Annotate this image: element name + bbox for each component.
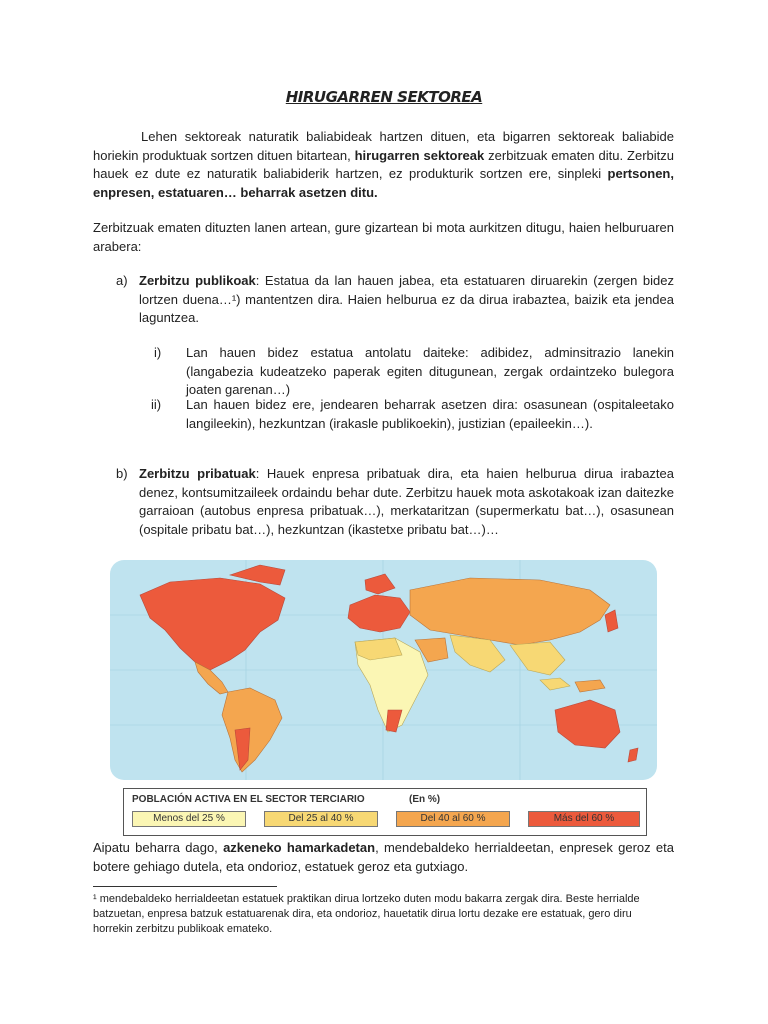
subitem-i-marker: i) — [154, 345, 162, 360]
item-b-marker: b) — [116, 466, 128, 481]
map-legend — [123, 788, 647, 836]
page-title: HIRUGARREN SEKTOREA — [285, 88, 483, 106]
intro-bold-2: pertsonen, enpresen, estatuaren… beharrak asetzen ditu. — [93, 166, 674, 200]
legend-title: POBLACIÓN ACTIVA EN EL SECTOR TERCIARIO — [132, 794, 365, 805]
closing-text-2: , mendebaldeko herrialdeetan, enpresek geroz eta botere gehiago dutela, eta ondorioz, estatuek geroz eta gutxiago. — [93, 840, 674, 874]
closing-text-1: Aipatu beharra dago, — [93, 840, 224, 855]
intro-text-2: zerbitzuak ematen ditu. Zerbitzu hauek ez dute ez naturatik baliabiderik hartzen, ez produkturik sortzen ere, sinpleki — [93, 147, 674, 181]
item-a — [139, 272, 674, 328]
types-paragraph: Zerbitzuak ematen dituzten lanen artean, gure gizartean bi mota aurkitzen ditugu, haien helburuaren arabera: — [93, 220, 674, 254]
footnote-divider — [93, 886, 277, 887]
world-map-image — [110, 560, 657, 780]
item-a-title: Zerbitzu publikoak — [139, 273, 256, 288]
item-a-marker: a) — [116, 273, 128, 288]
item-b-text: : Hauek enpresa pribatuak dira, eta haien helburua dirua irabaztea denez, kontsumitzaileek ordaindu behar dute. Zerbitzu hauek mota askotakoak izan daitezke garraioan (autobus enpresa pribatuak…), merkataritzan (supermerkatu bat…), osasunean (ospitale pribatu bat…), hezkuntzan (ikastetxe pribatu bat…)… — [139, 466, 674, 537]
intro-paragraph — [93, 128, 674, 202]
intro-bold-1: hirugarren sektoreak — [354, 147, 485, 163]
subitem-ii: Lan hauen bidez ere, jendearen beharrak asetzen dira: osasunean (ospitaleetako langileekin), hezkuntzan (irakasle publikoekin), justizian (epaileekin…). — [186, 397, 674, 431]
legend-item-mid: Del 25 al 40 % — [264, 811, 378, 827]
subitem-ii-marker: ii) — [151, 397, 162, 412]
legend-item-high: Del 40 al 60 % — [396, 811, 510, 827]
item-b-title: Zerbitzu pribatuak — [139, 466, 256, 481]
closing-paragraph — [93, 839, 674, 876]
legend-item-low: Menos del 25 % — [132, 811, 246, 827]
item-b — [139, 465, 674, 539]
intro-text-1: Lehen sektoreak naturatik baliabideak hartzen dituen, eta bigarren sektoreak baliabide horiekin produktuak sortzen dituen bitartean, — [93, 129, 674, 163]
item-a-text: : Estatua da lan hauen jabea, eta estatuaren diruarekin (zergen bidez lortzen duena…¹) mantentzen dira. Haien helburua ez da dirua irabaztea, baizik eta jendea laguntzea. — [139, 273, 675, 325]
legend-item-top: Más del 60 % — [528, 811, 640, 827]
subitem-i: Lan hauen bidez estatua antolatu daiteke: adibidez, adminsitrazio lanekin (langabezia kudeatzeko paperak egiten ditugunean, zergak ordaintzeko bulegora joaten garenan…) — [186, 345, 674, 397]
closing-bold: azkeneko hamarkadetan — [223, 840, 376, 855]
legend-unit: (En %) — [409, 794, 441, 805]
footnote: ¹ mendebaldeko herrialdeetan estatuek praktikan dirua lortzeko duten modu bakarra zergak dira. Beste herrialde batzuetan, enpresa batzuk estatuarenak dira, eta ondorioz, hauetatik dirua lortu dezake ere estatuak, gero diru horrekin zerbitzu publikoak emateko. — [93, 893, 640, 935]
